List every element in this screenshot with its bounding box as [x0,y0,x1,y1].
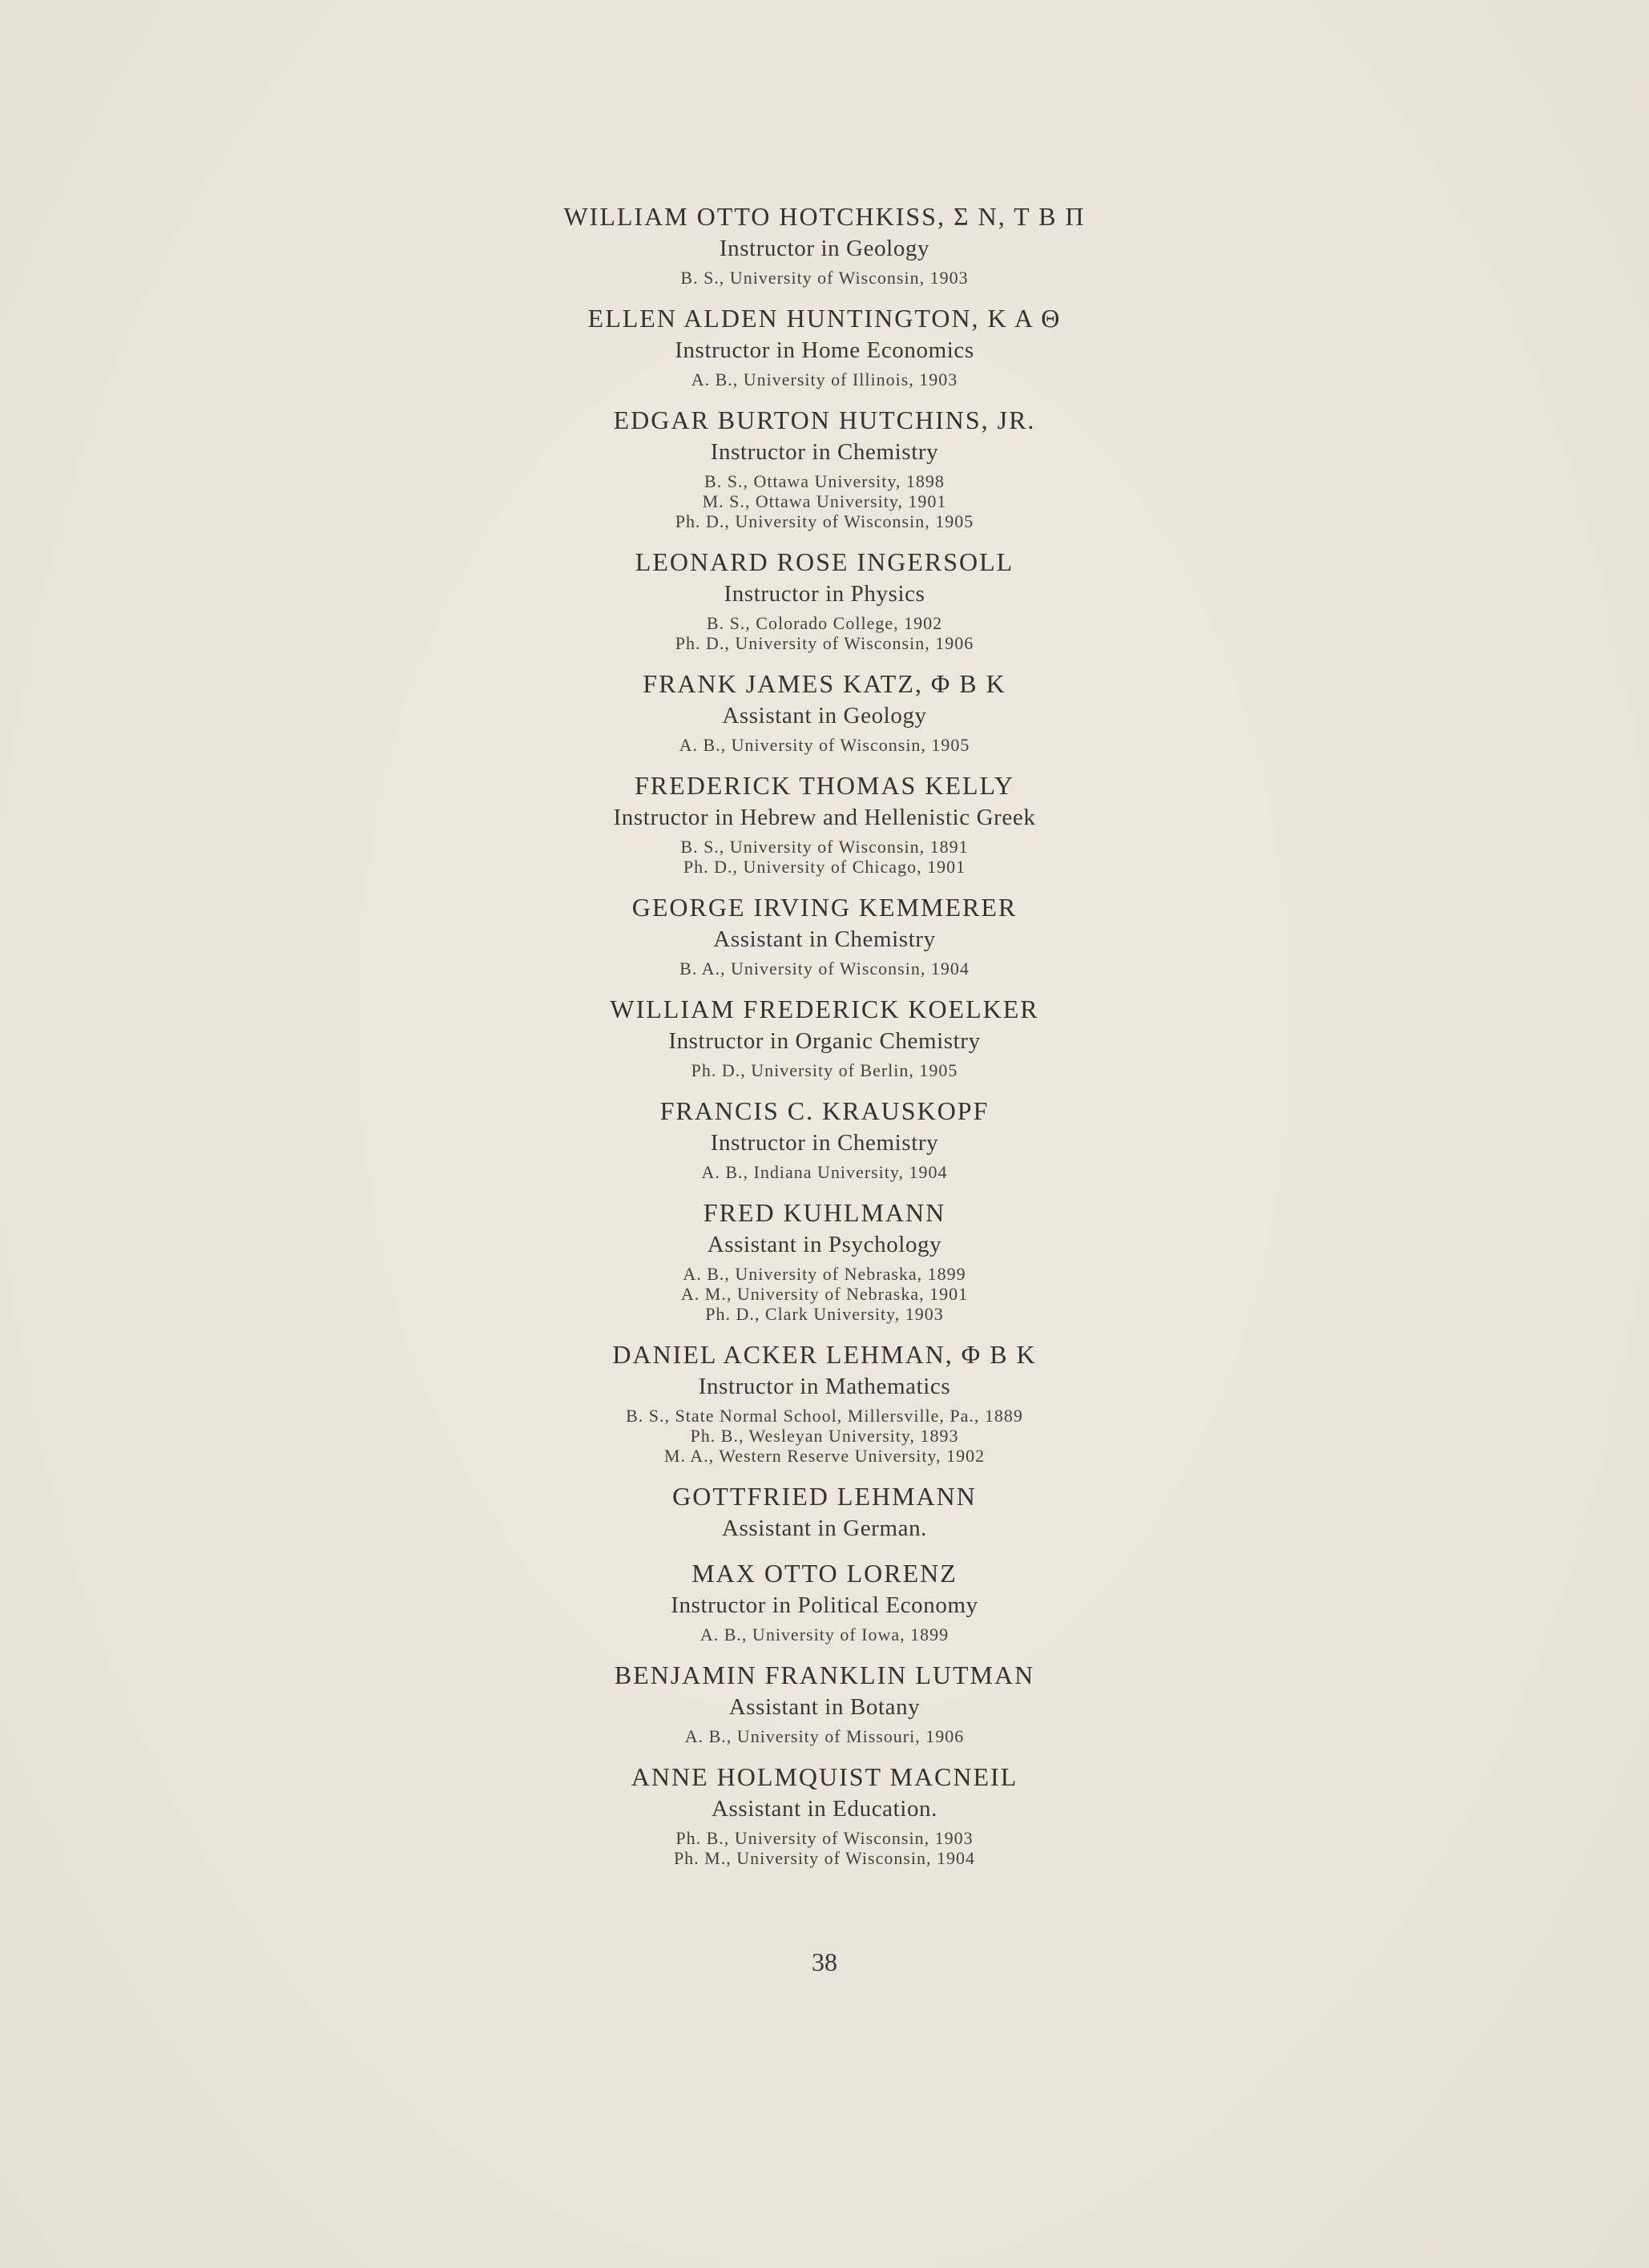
degree-line: Ph. D., Clark University, 1903 [705,1304,944,1324]
faculty-position: Instructor in Chemistry [710,1130,939,1156]
faculty-entry [0,1095,1649,1182]
faculty-position: Instructor in Organic Chemistry [668,1028,981,1054]
faculty-position: Instructor in Chemistry [710,439,939,465]
faculty-name: ANNE HOLMQUIST MACNEIL [631,1762,1018,1791]
faculty-list [0,200,1649,1883]
faculty-position: Instructor in Hebrew and Hellenistic Greek [613,805,1036,830]
faculty-entry [0,1338,1649,1466]
degree-list [0,958,1649,979]
faculty-name: ELLEN ALDEN HUNTINGTON, K A Θ [587,304,1062,333]
degree-line: A. M., University of Nebraska, 1901 [680,1284,969,1304]
faculty-entry [0,1480,1649,1543]
faculty-name: GOTTFRIED LEHMANN [672,1482,977,1511]
faculty-name: MAX OTTO LORENZ [691,1559,958,1588]
faculty-name: EDGAR BURTON HUTCHINS, JR. [613,406,1036,434]
degree-line: B. S., Colorado College, 1902 [706,613,943,633]
page-number: 38 [812,1947,837,1976]
faculty-entry [0,404,1649,531]
faculty-entry [0,546,1649,653]
faculty-name: LEONARD ROSE INGERSOLL [635,547,1014,576]
degree-line: Ph. M., University of Wisconsin, 1904 [673,1848,976,1868]
degree-list [0,613,1649,653]
faculty-position: Assistant in German. [721,1515,928,1541]
degree-line: A. B., University of Iowa, 1899 [700,1624,949,1645]
degree-list [0,837,1649,877]
degree-list [0,1406,1649,1466]
faculty-entry [0,1659,1649,1746]
degree-list [0,1624,1649,1645]
faculty-entry [0,668,1649,755]
degree-list [0,1828,1649,1868]
faculty-name: BENJAMIN FRANKLIN LUTMAN [614,1661,1035,1689]
faculty-entry [0,1557,1649,1645]
faculty-entry [0,1761,1649,1868]
faculty-name: DANIEL ACKER LEHMAN, Φ B K [612,1340,1037,1369]
degree-line: A. B., University of Nebraska, 1899 [683,1264,966,1284]
faculty-position: Instructor in Political Economy [671,1592,978,1618]
faculty-name: WILLIAM FREDERICK KOELKER [610,995,1039,1023]
degree-line: Ph. D., University of Chicago, 1901 [683,857,966,877]
faculty-position: Instructor in Home Economics [675,337,974,363]
degree-list [0,1162,1649,1182]
degree-list [0,471,1649,531]
faculty-position: Assistant in Education. [711,1796,938,1822]
degree-line: M. A., Western Reserve University, 1902 [663,1446,986,1466]
degree-list [0,1264,1649,1324]
faculty-entry [0,993,1649,1080]
degree-list [0,268,1649,288]
degree-line: B. S., State Normal School, Millersville, Pa., 1889 [626,1406,1023,1426]
faculty-name: FREDERICK THOMAS KELLY [635,771,1014,800]
degree-line: Ph. D., University of Wisconsin, 1905 [675,511,974,531]
degree-line: A. B., University of Illinois, 1903 [691,369,958,389]
degree-list [0,369,1649,389]
faculty-position: Assistant in Botany [728,1694,921,1720]
degree-list [0,735,1649,755]
faculty-entry [0,302,1649,389]
degree-line: A. B., University of Wisconsin, 1905 [679,735,970,755]
faculty-name: WILLIAM OTTO HOTCHKISS, Σ N, T B Π [563,202,1086,231]
faculty-name: FRANCIS C. KRAUSKOPF [659,1096,990,1125]
faculty-name: FRANK JAMES KATZ, Φ B K [643,669,1006,698]
degree-list [0,1060,1649,1080]
faculty-position: Assistant in Geology [722,703,927,728]
degree-line: A. B., Indiana University, 1904 [701,1162,948,1182]
faculty-position: Instructor in Geology [719,236,930,261]
degree-line: B. S., University of Wisconsin, 1891 [680,837,969,857]
faculty-entry [0,200,1649,288]
degree-line: B. A., University of Wisconsin, 1904 [679,958,970,979]
degree-line: Ph. B., Wesleyan University, 1893 [690,1426,959,1446]
faculty-position: Assistant in Psychology [707,1232,942,1257]
faculty-entry [0,891,1649,979]
degree-line: Ph. D., University of Wisconsin, 1906 [675,633,974,653]
faculty-entry [0,1197,1649,1324]
degree-line: M. S., Ottawa University, 1901 [702,491,947,511]
faculty-position: Instructor in Physics [724,581,925,607]
faculty-name: FRED KUHLMANN [703,1198,946,1227]
faculty-position: Instructor in Mathematics [698,1374,951,1399]
degree-line: Ph. D., University of Berlin, 1905 [691,1060,958,1080]
faculty-entry [0,769,1649,877]
faculty-position: Assistant in Chemistry [713,926,936,952]
degree-list [0,1726,1649,1746]
degree-line: Ph. B., University of Wisconsin, 1903 [675,1828,974,1848]
degree-line: B. S., University of Wisconsin, 1903 [680,268,969,288]
degree-line: B. S., Ottawa University, 1898 [704,471,945,491]
faculty-name: GEORGE IRVING KEMMERER [631,893,1018,922]
degree-line: A. B., University of Missouri, 1906 [684,1726,965,1746]
